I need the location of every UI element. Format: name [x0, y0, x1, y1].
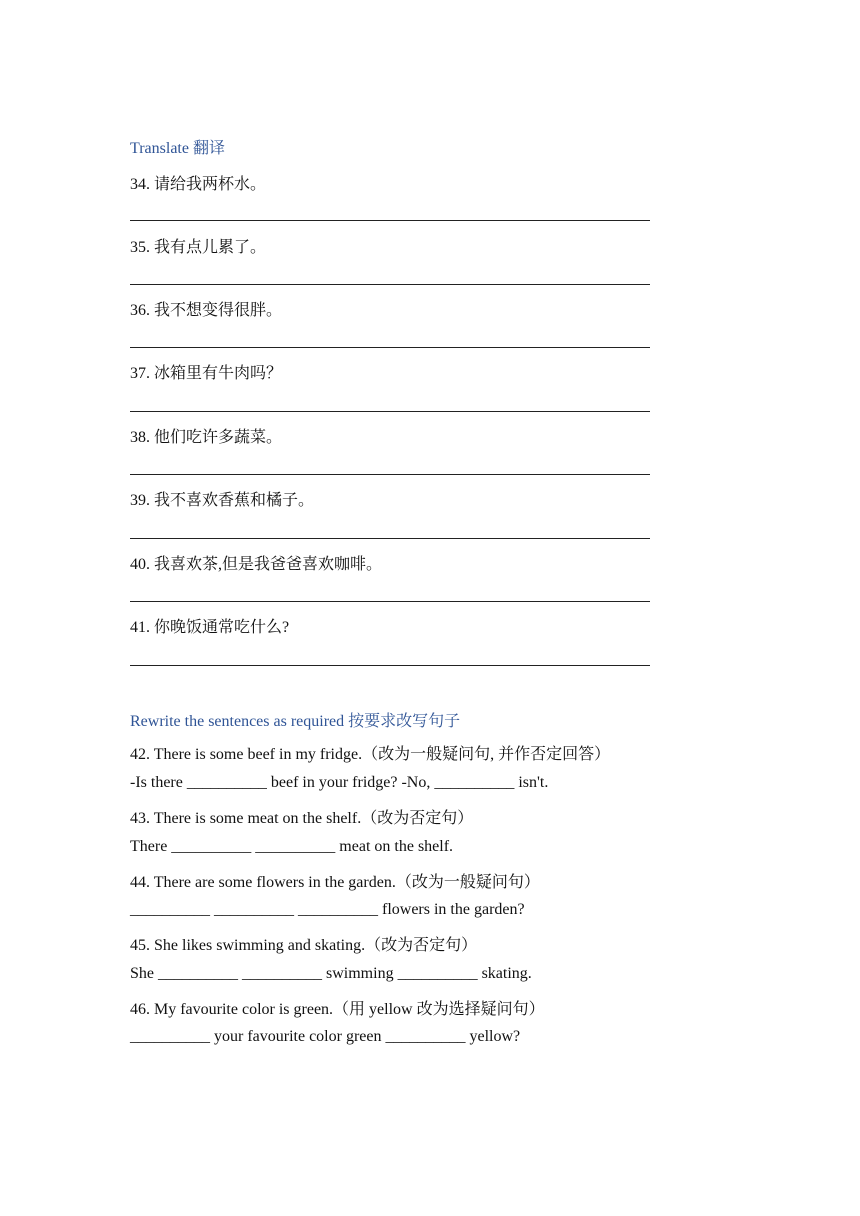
rewrite-item-42-answer: -Is there __________ beef in your fridge? -No, __________ isn't.: [130, 774, 549, 791]
rewrite-item-46-answer: __________ your favourite color green __________ yellow?: [130, 1028, 521, 1045]
translate-item-35: 35. 我有点儿累了。: [130, 239, 267, 256]
answer-line-37: [130, 411, 650, 412]
translate-item-39: 39. 我不喜欢香蕉和橘子。: [130, 492, 315, 509]
rewrite-item-42-prompt: 42. There is some beef in my fridge.（改为一般疑问句, 并作否定回答）: [130, 746, 611, 763]
rewrite-item-44-prompt: 44. There are some flowers in the garden.（改为一般疑问句）: [130, 874, 540, 891]
answer-line-39: [130, 538, 650, 539]
rewrite-item-45-answer: She __________ __________ swimming __________ skating.: [130, 965, 532, 982]
rewrite-item-44-answer: __________ __________ __________ flowers in the garden?: [130, 901, 525, 918]
translate-item-37: 37. 冰箱里有牛肉吗？: [130, 365, 283, 382]
translate-item-38: 38. 他们吃许多蔬菜。: [130, 429, 283, 446]
answer-line-36: [130, 347, 650, 348]
translate-item-41: 41. 你晚饭通常吃什么?: [130, 619, 290, 636]
answer-line-41: [130, 665, 650, 666]
rewrite-item-46-prompt: 46. My favourite color is green.（用 yellow 改为选择疑问句）: [130, 1001, 545, 1018]
translate-item-36: 36. 我不想变得很胖。: [130, 302, 283, 319]
answer-line-35: [130, 284, 650, 285]
translate-item-40: 40. 我喜欢茶,但是我爸爸喜欢咖啡。: [130, 556, 383, 573]
answer-line-40: [130, 601, 650, 602]
rewrite-item-43-answer: There __________ __________ meat on the shelf.: [130, 838, 454, 855]
answer-line-34: [130, 220, 650, 221]
answer-line-38: [130, 474, 650, 475]
rewrite-item-43-prompt: 43. There is some meat on the shelf.（改为否定句）: [130, 810, 474, 827]
translate-item-34: 34. 请给我两杯水。: [130, 176, 267, 193]
rewrite-item-45-prompt: 45. She likes swimming and skating.（改为否定句）: [130, 937, 478, 954]
translate-heading: Translate 翻译: [130, 140, 225, 157]
rewrite-heading: Rewrite the sentences as required 按要求改写句子: [130, 713, 461, 730]
